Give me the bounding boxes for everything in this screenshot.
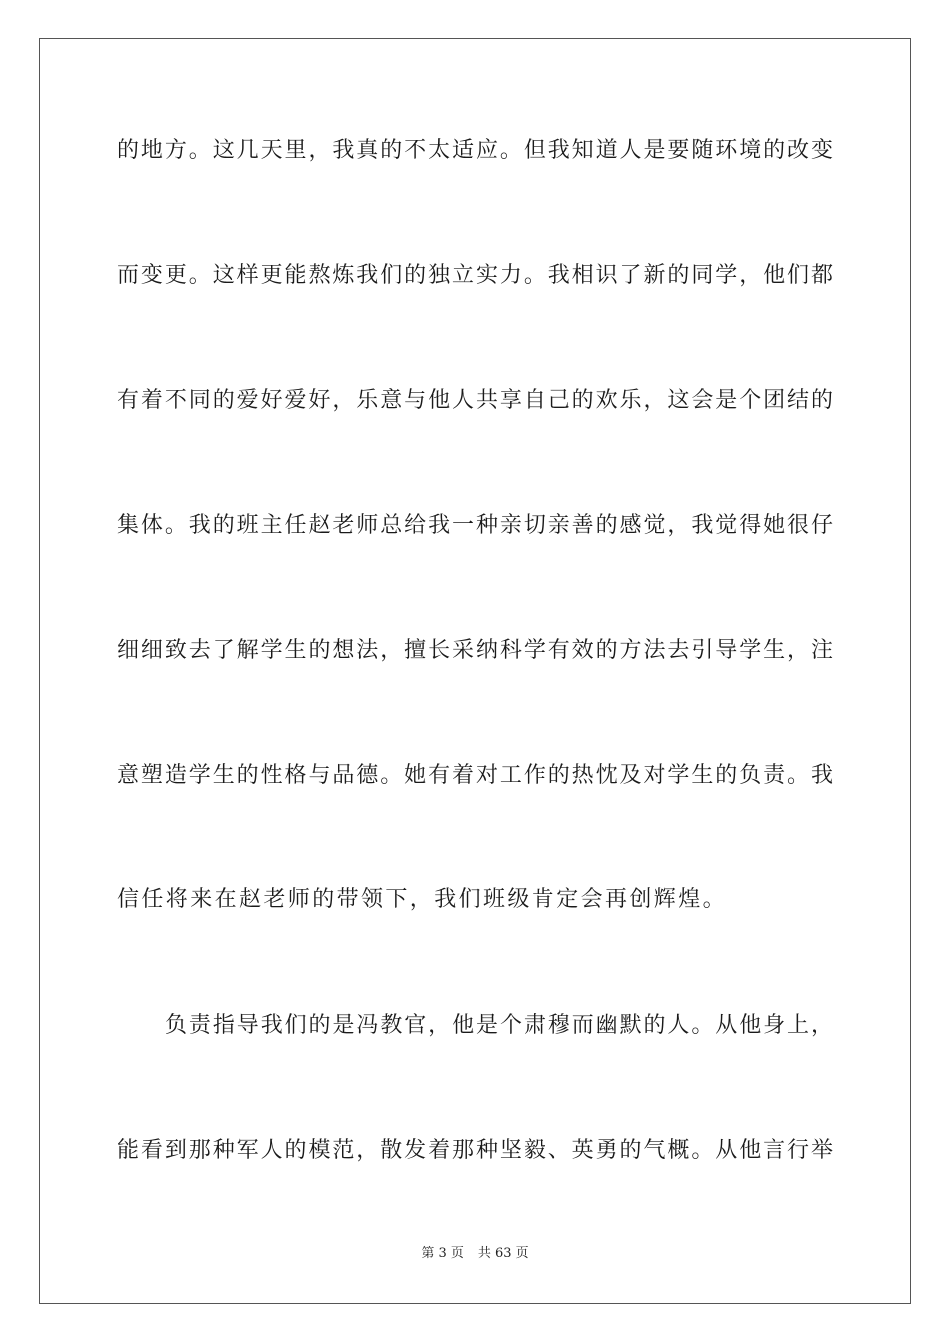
paragraph-line: 集体。我的班主任赵老师总给我一种亲切亲善的感觉，我觉得她很仔: [117, 513, 833, 538]
paragraph-line: 有着不同的爱好爱好，乐意与他人共享自己的欢乐，这会是个团结的: [117, 388, 833, 413]
page-frame: [39, 38, 911, 1304]
paragraph-line: 细细致去了解学生的想法，擅长采纳科学有效的方法去引导学生，注: [117, 638, 833, 663]
paragraph-line: 负责指导我们的是冯教官，他是个肃穆而幽默的人。从他身上，: [165, 1013, 833, 1038]
total-pages: 共 63 页: [477, 1246, 529, 1261]
paragraph-line: 信任将来在赵老师的带领下，我们班级肯定会再创辉煌。: [117, 887, 728, 912]
paragraph-line: 能看到那种军人的模范，散发着那种坚毅、英勇的气概。从他言行举: [117, 1138, 833, 1163]
page-footer: [0, 1245, 950, 1263]
paragraph-line: 而变更。这样更能熬炼我们的独立实力。我相识了新的同学，他们都: [117, 263, 833, 288]
page-number: 第 3 页: [421, 1246, 464, 1261]
paragraph-line: 意塑造学生的性格与品德。她有着对工作的热忱及对学生的负责。我: [117, 763, 833, 788]
paragraph-line: 的地方。这几天里，我真的不太适应。但我知道人是要随环境的改变: [117, 138, 833, 163]
